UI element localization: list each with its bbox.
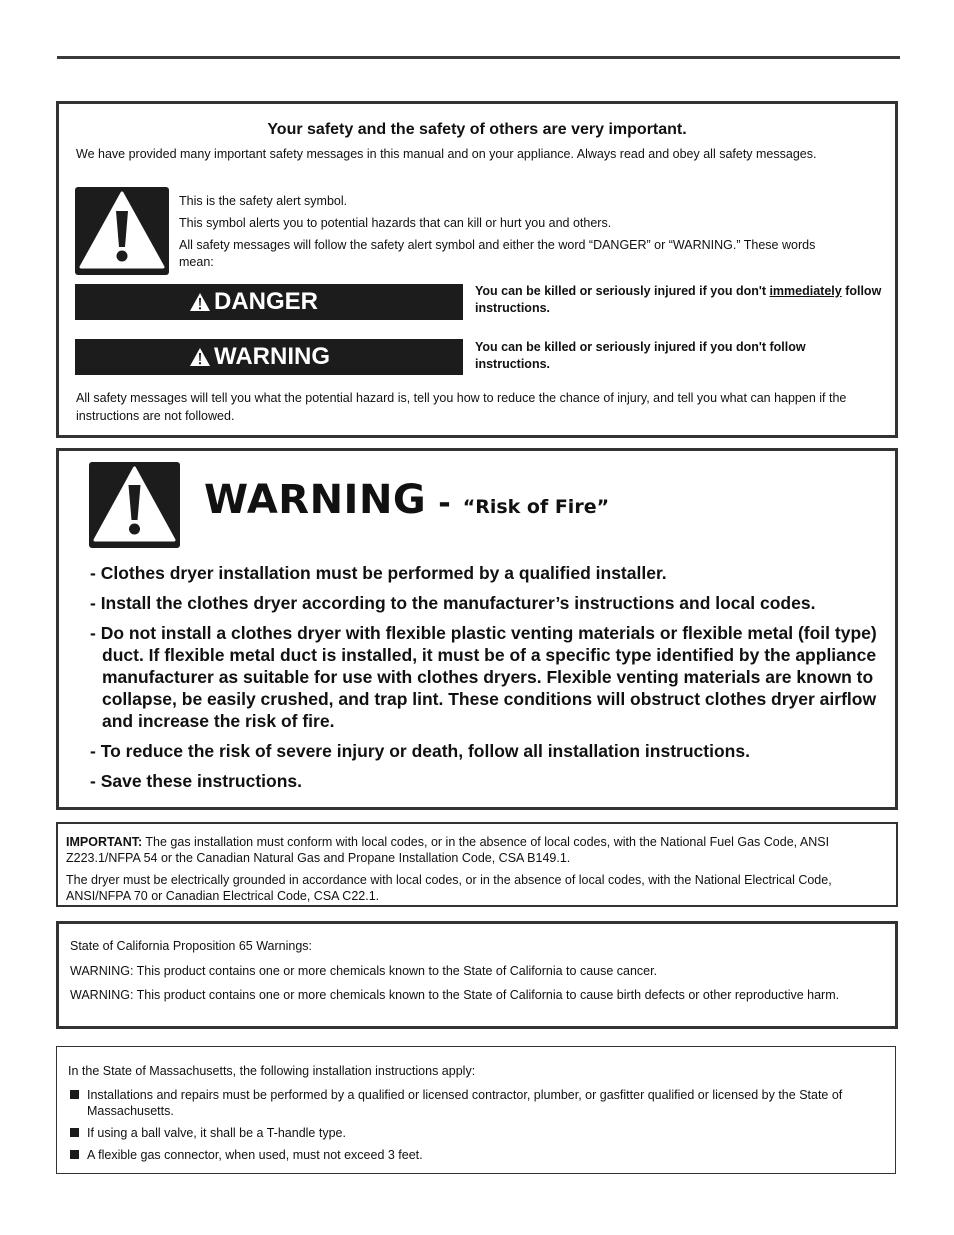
danger-label: DANGER (214, 288, 319, 315)
safety-outro: All safety messages will tell you what the potential hazard is, tell you how to reduce the chance of injury, and tell you what can happen if the instructions are not followed. (76, 391, 847, 423)
prop65-box (56, 921, 898, 1029)
prop65-heading: State of California Proposition 65 Warnings: (70, 939, 313, 953)
danger-desc-emphasis: immediately (769, 284, 842, 298)
list-item: - Install the clothes dryer according to the manufacturer’s instructions and local codes. (90, 593, 816, 613)
symbol-line-1: This is the safety alert symbol. (179, 194, 348, 208)
safety-alert-symbol-icon (75, 187, 169, 275)
fire-title-word: WARNING (204, 477, 427, 523)
danger-signal-bar (75, 284, 463, 320)
important-text-1: The gas installation must conform with local codes, or in the absence of local codes, with the National Fuel Gas Code, ANSI Z223.1/NFPA 54 or the Canadian Natural Gas and Propane Installation Code, CSA B149.1. (66, 835, 830, 865)
symbol-line-3: All safety messages will follow the safety alert symbol and either the word “DANGER” or “WARNING.” These words mean: (179, 238, 816, 269)
important-paragraph-1 (66, 834, 866, 866)
safety-intro: We have provided many important safety messages in this manual and on your appliance. Always read and obey all safety messages. (76, 147, 817, 161)
safety-message-box (56, 101, 898, 438)
list-item: - Do not install a clothes dryer with flexible plastic venting materials or flexible metal (foil type) duct. If flexible metal duct is installed, it must be of a specific type identified by the appliance manufacturer as suitable for use with clothes dryers. Flexible venting materials are known to collapse, be easily crushed, and trap lint. These conditions will obstruct clothes dryer airflow and increase the risk of fire. (90, 623, 877, 731)
important-paragraph-2: The dryer must be electrically grounded in accordance with local codes, or in the absence of local codes, with the National Electrical Code, ANSI/NFPA 70 or Canadian Electrical Code, CSA C22.1. (66, 873, 832, 903)
list-item-text: If using a ball valve, it shall be a T-handle type. (87, 1126, 346, 1140)
fire-alert-symbol-icon (89, 462, 180, 548)
list-item (70, 1087, 870, 1119)
safety-title: Your safety and the safety of others are very important. (267, 121, 687, 138)
top-rule (57, 56, 900, 59)
prop65-warning-1: WARNING: This product contains one or more chemicals known to the State of California to cause cancer. (70, 964, 658, 978)
fire-title-dash: - (438, 486, 451, 521)
list-item (70, 1147, 870, 1163)
fire-title (204, 477, 609, 523)
important-label: IMPORTANT: (66, 835, 143, 849)
bullet-square-icon (70, 1090, 79, 1099)
fire-warning-box (56, 448, 898, 810)
list-item: - To reduce the risk of severe injury or death, follow all installation instructions. (90, 741, 750, 761)
bullet-square-icon (70, 1150, 79, 1159)
fire-subtitle: “Risk of Fire” (462, 496, 610, 518)
list-item (70, 1125, 870, 1141)
warning-description: You can be killed or seriously injured if you don't follow instructions. (475, 340, 806, 371)
bullet-square-icon (70, 1128, 79, 1137)
prop65-warning-2: WARNING: This product contains one or more chemicals known to the State of California to cause birth defects or other reproductive harm. (70, 988, 840, 1002)
warning-signal-bar (75, 339, 463, 375)
massachusetts-heading: In the State of Massachusetts, the following installation instructions apply: (68, 1064, 476, 1078)
list-item: - Save these instructions. (90, 771, 303, 791)
warning-label: WARNING (214, 343, 330, 370)
list-item: - Clothes dryer installation must be performed by a qualified installer. (90, 563, 667, 583)
warning-alert-icon (189, 347, 211, 367)
fire-instruction-list (90, 562, 880, 800)
danger-desc-text-end: follow instructions. (475, 284, 882, 315)
symbol-line-2: This symbol alerts you to potential hazards that can kill or hurt you and others. (179, 216, 612, 230)
massachusetts-list (70, 1087, 870, 1169)
danger-description (475, 283, 890, 317)
list-item-text: A flexible gas connector, when used, must not exceed 3 feet. (87, 1148, 423, 1162)
danger-alert-icon (189, 292, 211, 312)
important-box (56, 822, 898, 907)
list-item-text: Installations and repairs must be performed by a qualified or licensed contractor, plumber, or gasfitter qualified or licensed by the State of Massachusetts. (87, 1088, 843, 1118)
danger-desc-text: You can be killed or seriously injured if you don't (475, 284, 770, 298)
massachusetts-box (56, 1046, 896, 1174)
